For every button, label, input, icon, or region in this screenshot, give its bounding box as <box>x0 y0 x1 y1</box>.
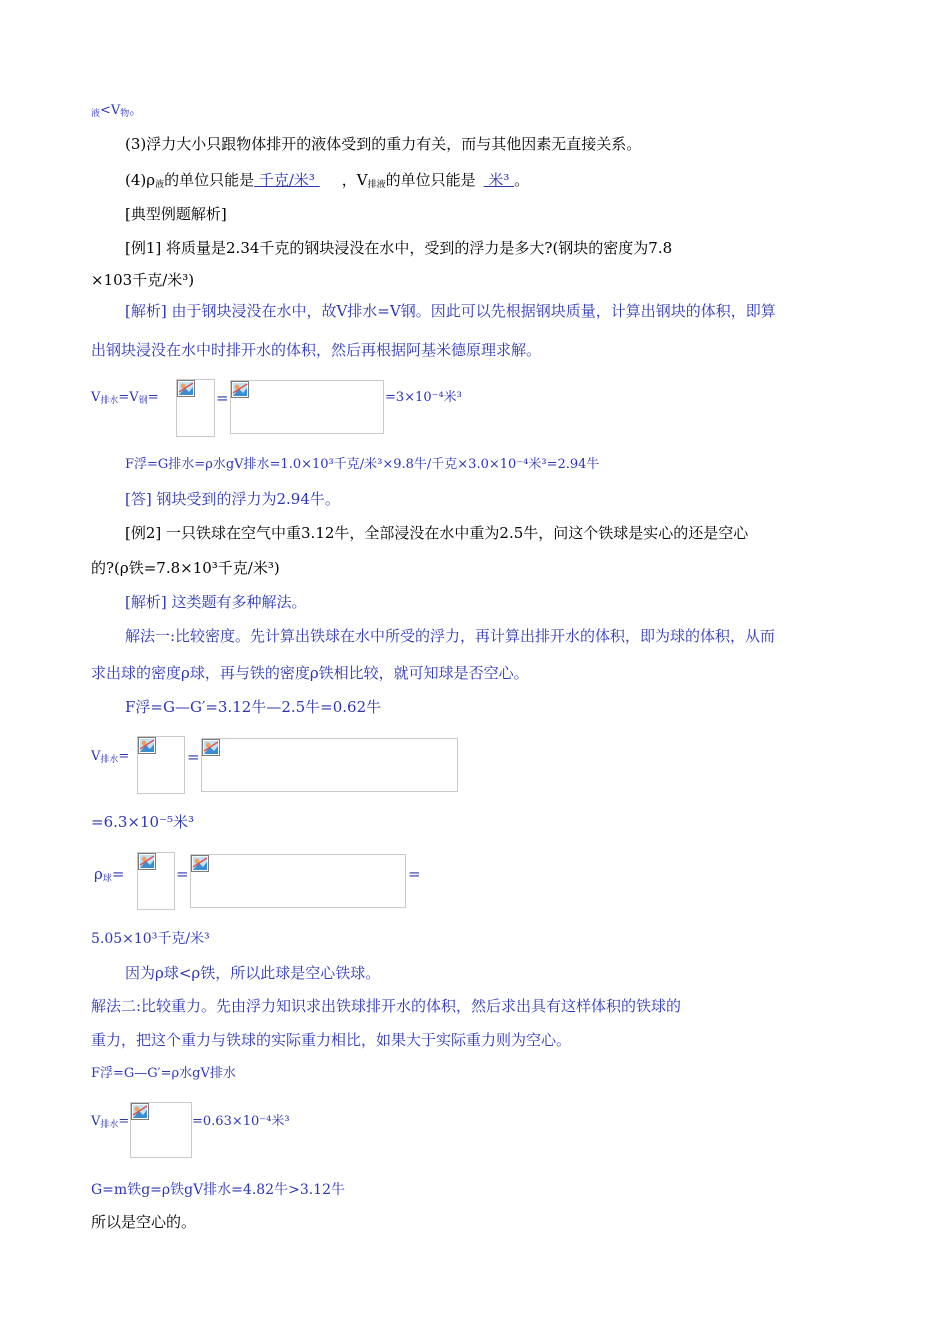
text-run: = <box>118 1114 130 1129</box>
broken-image-icon <box>177 380 195 397</box>
text-line: ×103千克/米³) <box>91 271 195 289</box>
text-run: =3×10⁻⁴米³ <box>385 390 462 405</box>
broken-image-icon <box>231 381 249 398</box>
text-run: = <box>216 389 229 407</box>
text-run: = <box>176 865 189 883</box>
broken-image-icon <box>202 739 220 756</box>
text-run: 。 <box>129 103 143 118</box>
subscript: 排水 <box>100 396 119 406</box>
text-run: = <box>408 865 421 883</box>
text-run: 。 <box>514 171 530 189</box>
formula-line: F浮=G排水=ρ水gV排水=1.0×10³千克/米³×9.8牛/千克×3.0×10⁻⁴米³=2.94牛 <box>125 457 600 472</box>
text-line: [例2] 一只铁球在空气中重3.12牛，全部浸没在水中重为2.5牛，问这个铁球是实心的还是空心 <box>125 524 749 542</box>
subscript: 排液 <box>367 180 386 190</box>
formula-line <box>91 1112 129 1135</box>
text-line: 解法二:比较重力。先由浮力知识求出铁球排开水的体积，然后求出具有这样体积的铁球的 <box>91 997 682 1015</box>
formula-line: F浮=G—G′=ρ水gV排水 <box>91 1066 236 1081</box>
broken-image-icon <box>131 1103 149 1120</box>
text-line: 的?(ρ铁=7.8×10³千克/米³) <box>91 559 280 577</box>
text-run: 的单位只能是 <box>164 171 255 189</box>
formula-image-frame <box>230 380 384 434</box>
formula-line <box>94 864 124 889</box>
text-run: = <box>111 865 125 883</box>
formula-line <box>91 747 129 770</box>
text-line: 出钢块浸没在水中时排开水的体积，然后再根据阿基米德原理求解。 <box>91 341 542 359</box>
subscript: 排水 <box>100 1120 119 1130</box>
text-run: V <box>91 390 101 405</box>
text-line: [解析] 由于钢块浸没在水中，故V排水=V钢。因此可以先根据钢块质量，计算出钢块的体积，即算 <box>125 302 776 320</box>
text-run: V <box>91 1114 101 1129</box>
text-run: =V <box>118 390 139 405</box>
text-run: 的单位只能是 <box>385 171 476 189</box>
text-line: 求出球的密度ρ球，再与铁的密度ρ铁相比较，就可知球是否空心。 <box>91 664 529 682</box>
text-line: 所以是空心的。 <box>91 1213 197 1231</box>
subscript: 钢 <box>138 396 148 406</box>
text-line: 因为ρ球<ρ铁，所以此球是空心铁球。 <box>125 964 381 982</box>
subscript: 物 <box>120 109 130 119</box>
text-line <box>91 101 142 124</box>
broken-image-icon <box>138 737 156 754</box>
text-line <box>125 170 529 195</box>
section-heading: [典型例题解析] <box>125 205 227 223</box>
text-line: [例1] 将质量是2.34千克的钢块浸没在水中，受到的浮力是多大?(钢块的密度为7.8 <box>125 239 673 257</box>
text-run: = <box>147 390 159 405</box>
formula-line: =6.3×10⁻⁵米³ <box>91 813 195 831</box>
formula-line: F浮=G—G′=3.12牛—2.5牛=0.62牛 <box>125 698 382 716</box>
subscript: 液 <box>155 180 165 190</box>
subscript: 液 <box>91 109 101 119</box>
subscript: 球 <box>102 874 112 884</box>
subscript: 排水 <box>100 755 119 765</box>
text-run: =0.63×10⁻⁴米³ <box>192 1114 290 1129</box>
formula-line: G=m铁g=ρ铁gV排水=4.82牛>3.12牛 <box>91 1182 345 1198</box>
text-line: 重力，把这个重力与铁球的实际重力相比，如果大于实际重力则为空心。 <box>91 1031 572 1049</box>
text-run: = <box>118 749 130 764</box>
text-line: 解法一:比较密度。先计算出铁球在水中所受的浮力，再计算出排开水的体积，即为球的体积，从而 <box>125 627 776 645</box>
text-line: (3)浮力大小只跟物体排开的液体受到的重力有关，而与其他因素无直接关系。 <box>125 135 642 153</box>
text-run: ρ <box>94 865 103 883</box>
text-run: V <box>91 749 101 764</box>
broken-image-icon <box>191 855 209 872</box>
text-run: (4)ρ <box>125 171 156 189</box>
text-line: [答] 钢块受到的浮力为2.94牛。 <box>125 490 340 508</box>
formula-line: 5.05×10³千克/米³ <box>91 931 210 947</box>
text-run: ，V <box>341 171 368 189</box>
formula-image-frame <box>201 738 458 792</box>
formula-image-frame <box>190 854 406 908</box>
answer-blank: 米³ <box>483 171 515 189</box>
text-run: <V <box>100 103 121 118</box>
text-line: [解析] 这类题有多种解法。 <box>125 593 307 611</box>
formula-line <box>91 388 159 411</box>
text-run: = <box>187 748 200 766</box>
answer-blank: 千克/米³ <box>254 171 320 189</box>
broken-image-icon <box>138 853 156 870</box>
